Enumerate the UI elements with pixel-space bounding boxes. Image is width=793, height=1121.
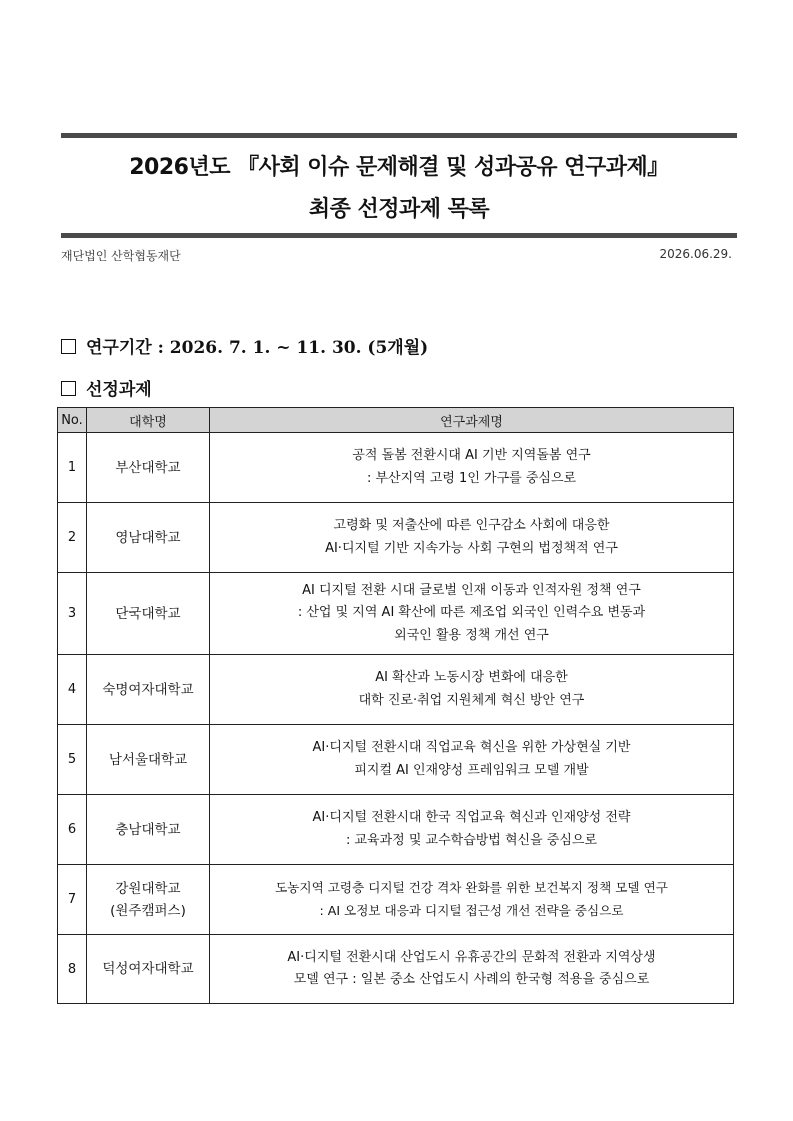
document-date: 2026.06.29. (659, 247, 732, 261)
project-title-line: 외국인 활용 정책 개선 연구 (394, 627, 549, 643)
row-number: 2 (58, 503, 87, 573)
project-title-line: 대학 진로·취업 지원체계 혁신 방안 연구 (358, 692, 585, 708)
project-title-line: 피지컬 AI 인재양성 프레임워크 모델 개발 (354, 762, 589, 778)
project-title-line: : 산업 및 지역 AI 확산에 따른 제조업 외국인 인력수요 변동과 (297, 605, 646, 621)
project-title-line: AI 확산과 노동시장 변화에 대응한 (375, 670, 568, 685)
table-row (58, 433, 734, 503)
table-header-row (58, 408, 734, 433)
university-name-line: 부산대학교 (115, 459, 181, 476)
project-title-line: AI·디지털 전환시대 한국 직업교육 혁신과 인재양성 전략 (312, 810, 631, 825)
checkbox-square-icon (61, 381, 76, 396)
row-number: 4 (58, 655, 87, 725)
page-title: 2026년도 『사회 이슈 문제해결 및 성과공유 연구과제』 (129, 155, 669, 180)
section-selected-projects (61, 375, 152, 400)
project-title-line: : AI 오정보 대응과 디지털 접근성 개선 전략을 중심으로 (319, 902, 624, 918)
project-title-line: 공적 돌봄 전환시대 AI 기반 지역돌봄 연구 (352, 448, 591, 463)
table-row (58, 503, 734, 573)
project-title-line: AI·디지털 전환시대 직업교육 혁신을 위한 가상현실 기반 (312, 740, 631, 755)
project-title (210, 503, 734, 573)
university-name-line: 단국대학교 (115, 605, 181, 622)
university-name-line: 숙명여자대학교 (102, 681, 194, 698)
section-selected-projects-label: 선정과제 (86, 380, 152, 400)
row-number: 3 (58, 573, 87, 655)
row-number: 6 (58, 795, 87, 865)
university-name-line: 강원대학교 (115, 880, 181, 897)
table-row (58, 655, 734, 725)
university-campus-line: (원주캠퍼스) (110, 902, 186, 919)
project-title-line: 모델 연구 : 일본 중소 산업도시 사례의 한국형 적용을 중심으로 (293, 972, 650, 987)
university-name (87, 433, 210, 503)
header-no: No. (58, 408, 87, 433)
university-name (87, 935, 210, 1004)
section-research-period (61, 333, 428, 358)
checkbox-square-icon (61, 339, 76, 354)
top-rule (61, 133, 737, 138)
table-row (58, 725, 734, 795)
project-title-line: : 부산지역 고령 1인 가구를 중심으로 (366, 470, 577, 486)
project-title-line: 고령화 및 저출산에 따른 인구감소 사회에 대응한 (333, 518, 610, 533)
university-name-line: 영남대학교 (115, 529, 181, 546)
table-row (58, 795, 734, 865)
university-name-line: 남서울대학교 (108, 751, 188, 768)
project-title-line: : 교육과정 및 교수학습방법 혁신을 중심으로 (345, 832, 598, 848)
header-project-title: 연구과제명 (210, 408, 734, 433)
project-title (210, 573, 734, 655)
row-number: 8 (58, 935, 87, 1004)
project-title (210, 655, 734, 725)
university-name (87, 503, 210, 573)
university-name-line: 덕성여자대학교 (102, 961, 194, 977)
university-name (87, 795, 210, 865)
project-title-line: AI 디지털 전환 시대 글로벌 인재 이동과 인적자원 정책 연구 (302, 582, 641, 598)
row-number: 5 (58, 725, 87, 795)
table-row (58, 935, 734, 1004)
page-subtitle: 최종 선정과제 목록 (308, 197, 490, 222)
university-name (87, 725, 210, 795)
project-title-line: 도농지역 고령층 디지털 건강 격차 완화를 위한 보건복지 정책 모델 연구 (275, 880, 668, 895)
project-title-line: AI·디지털 전환시대 산업도시 유휴공간의 문화적 전환과 지역상생 (287, 949, 656, 965)
university-name (87, 865, 210, 935)
bottom-rule (61, 233, 737, 238)
header-university: 대학명 (87, 408, 210, 433)
row-number: 7 (58, 865, 87, 935)
row-number: 1 (58, 433, 87, 503)
university-name (87, 573, 210, 655)
project-title (210, 795, 734, 865)
selected-projects-table (57, 407, 734, 1004)
university-name (87, 655, 210, 725)
table-row (58, 865, 734, 935)
project-title (210, 935, 734, 1004)
project-title (210, 865, 734, 935)
project-title (210, 725, 734, 795)
organization-name: 재단법인 산학협동재단 (61, 249, 181, 263)
table-row (58, 573, 734, 655)
section-research-period-label: 연구기간 : 2026. 7. 1. ~ 11. 30. (5개월) (86, 338, 429, 358)
university-name-line: 충남대학교 (115, 821, 181, 838)
project-title (210, 433, 734, 503)
project-title-line: AI·디지털 기반 지속가능 사회 구현의 법정책적 연구 (325, 540, 618, 556)
